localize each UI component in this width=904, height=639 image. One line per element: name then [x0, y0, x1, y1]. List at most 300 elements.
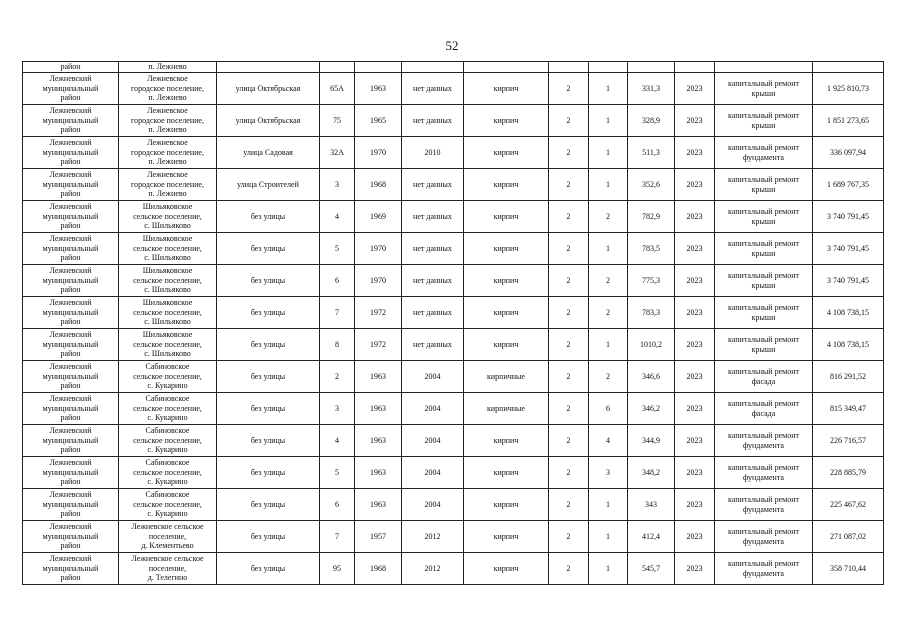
- cell-text: 2004: [424, 499, 441, 509]
- cell-plan-year: [675, 265, 715, 297]
- cell-work-type: [715, 329, 813, 361]
- cell-text: фасада: [751, 408, 776, 418]
- cell-year-repair: [402, 105, 464, 137]
- cell-text: без улицы: [250, 211, 286, 221]
- cell-text: 65А: [330, 83, 344, 93]
- cell-text: район: [60, 573, 81, 583]
- cell-text: 1963: [370, 403, 386, 413]
- cell-text: 2: [606, 211, 610, 221]
- cell-text: Лежневское сельское: [131, 521, 204, 531]
- cell-text: крыши: [751, 88, 776, 98]
- cell-house-number: [320, 73, 355, 105]
- cell-text: фундамента: [743, 440, 784, 450]
- cell-house-number: [320, 169, 355, 201]
- cell-text: нет данных: [413, 211, 452, 221]
- cell-district: [23, 329, 119, 361]
- cell-text: 783,5: [642, 243, 660, 253]
- cell-plan-year: [675, 553, 715, 585]
- cell-text: 1957: [370, 531, 386, 541]
- cell-text: Шильяковское: [142, 233, 193, 243]
- cell-text: 1: [606, 243, 610, 253]
- cell-text: 1963: [370, 499, 386, 509]
- cell-text: с. Кукарино: [147, 477, 188, 487]
- cell-text: 1: [606, 563, 610, 573]
- cell-year-repair: [402, 361, 464, 393]
- cell-text: Лежневский: [49, 521, 92, 531]
- cell-text: капитальный ремонт: [728, 110, 799, 120]
- cell-entrances: [589, 553, 628, 585]
- cell-text: 1: [606, 83, 610, 93]
- cell-text: крыши: [751, 312, 776, 322]
- cell-text: улица Строителей: [237, 179, 299, 189]
- cell-settlement: [119, 105, 217, 137]
- cell-text: 4: [335, 211, 339, 221]
- cell-work-type: [715, 105, 813, 137]
- cell-floors: [549, 73, 589, 105]
- cell-text: 226 716,57: [830, 435, 866, 445]
- cell-text: городское поселение,: [131, 83, 204, 93]
- cell-text: 6: [335, 275, 339, 285]
- cell-district: район: [23, 62, 119, 73]
- cell-text: 2023: [686, 563, 703, 573]
- cell-plan-year: [675, 425, 715, 457]
- cell-area: [628, 457, 675, 489]
- cell-area: [628, 233, 675, 265]
- cell-text: 1968: [370, 563, 386, 573]
- cell-text: без улицы: [250, 275, 286, 285]
- cell-text: кирпич: [493, 339, 519, 349]
- cell-text: 2004: [424, 435, 441, 445]
- cell-entrances: [589, 521, 628, 553]
- cell-text: сельское поселение,: [133, 403, 202, 413]
- cell-text: без улицы: [250, 243, 286, 253]
- cell-work-type: [715, 297, 813, 329]
- cell-cost: [813, 393, 884, 425]
- cell-text: сельское поселение,: [133, 435, 202, 445]
- cell-text: нет данных: [413, 339, 452, 349]
- cell-text: без улицы: [250, 435, 286, 445]
- cell-text: муниципальный: [42, 531, 99, 541]
- cell-text: 3 740 791,45: [827, 243, 869, 253]
- cell-text: 331,3: [642, 83, 660, 93]
- cell-text: 346,6: [642, 371, 660, 381]
- page-number: 52: [445, 38, 459, 53]
- cell-text: п. Лежнево: [148, 157, 187, 167]
- cell-text: 2023: [686, 211, 703, 221]
- cell-text: 3: [606, 467, 610, 477]
- cell-work-type: [715, 265, 813, 297]
- cell-floors: [549, 329, 589, 361]
- cell-house-number: [320, 265, 355, 297]
- cell-year-repair: [402, 521, 464, 553]
- cell-text: капитальный ремонт: [728, 206, 799, 216]
- cell-area: [628, 489, 675, 521]
- cell-text: с. Шильяково: [144, 253, 191, 263]
- cell-text: 1: [606, 115, 610, 125]
- cell-entrances: [589, 361, 628, 393]
- cell-text: фундамента: [743, 536, 784, 546]
- cell-text: 1963: [370, 83, 386, 93]
- cell-text: район: [60, 413, 81, 423]
- cell-work-type: [715, 489, 813, 521]
- cell-district: [23, 201, 119, 233]
- cell-street: [217, 105, 320, 137]
- cell-text: крыши: [751, 248, 776, 258]
- cell-plan-year: [675, 73, 715, 105]
- cell-house-number: [320, 201, 355, 233]
- cell-district: [23, 73, 119, 105]
- cell-entrances: [589, 393, 628, 425]
- cell-district: [23, 393, 119, 425]
- cell-text: сельское поселение,: [133, 211, 202, 221]
- cell-district: [23, 297, 119, 329]
- cell-text: 2: [566, 275, 571, 285]
- cell-year-built: [355, 457, 402, 489]
- cell-text: 6: [335, 499, 339, 509]
- cell-text: с. Кукарино: [147, 413, 188, 423]
- cell-settlement: [119, 265, 217, 297]
- cell-cost: [813, 457, 884, 489]
- cell-text: муниципальный: [42, 499, 99, 509]
- cell-settlement: [119, 233, 217, 265]
- cell-year-built: [355, 553, 402, 585]
- cell-text: 352,6: [642, 179, 660, 189]
- cell-entrances: [589, 233, 628, 265]
- cell-text: Лежневский: [49, 361, 92, 371]
- cell-street: [217, 425, 320, 457]
- cell-wall-material: [464, 521, 549, 553]
- cell-text: 1 851 273,65: [827, 115, 869, 125]
- cell-text: поселение,: [148, 531, 187, 541]
- cell-text: 228 885,79: [830, 467, 866, 477]
- cell-area: [628, 425, 675, 457]
- cell-text: с. Кукарино: [147, 445, 188, 455]
- cell-text: Лежневский: [49, 169, 92, 179]
- cell-work-type: [715, 425, 813, 457]
- cell-text: 75: [333, 115, 341, 125]
- cell-text: кирпич: [493, 179, 519, 189]
- cell-house-number: [320, 329, 355, 361]
- cell-work-type: [715, 361, 813, 393]
- cell-text: Лежневский: [49, 137, 92, 147]
- cell-house-number: [320, 457, 355, 489]
- cell-area: [628, 201, 675, 233]
- cell-entrances: [589, 457, 628, 489]
- table-row: [23, 73, 884, 105]
- cell-text: п. Лежнево: [148, 189, 187, 199]
- cell-text: нет данных: [413, 83, 452, 93]
- cell-text: капитальный ремонт: [728, 334, 799, 344]
- cell-text: 1969: [370, 211, 386, 221]
- cell-text: 4 108 738,15: [827, 307, 869, 317]
- cell-text: крыши: [751, 216, 776, 226]
- cell-year-repair: [402, 265, 464, 297]
- cell-text: фундамента: [743, 504, 784, 514]
- cell-text: район: [60, 477, 81, 487]
- cell-text: 2: [566, 307, 571, 317]
- cell-entrances: [589, 329, 628, 361]
- cell-wall-material: [464, 297, 549, 329]
- cell-text: Лежневский: [49, 297, 92, 307]
- cell-text: муниципальный: [42, 211, 99, 221]
- cell-text: 2: [566, 115, 571, 125]
- cell-text: 8: [335, 339, 339, 349]
- cell-text: муниципальный: [42, 307, 99, 317]
- cell-text: Лежневское: [147, 105, 188, 115]
- cell-year-built: [355, 137, 402, 169]
- cell-wall-material: [464, 457, 549, 489]
- cell-work-type: [715, 393, 813, 425]
- cell-floors: [549, 457, 589, 489]
- cell-year-built: [355, 265, 402, 297]
- cell-year-built: [355, 489, 402, 521]
- cell-district: [23, 521, 119, 553]
- table-row: [23, 553, 884, 585]
- cell-floors: [549, 489, 589, 521]
- cell-text: 2: [566, 339, 571, 349]
- cell-text: сельское поселение,: [133, 307, 202, 317]
- cell-text: 225 467,62: [830, 499, 866, 509]
- cell-text: 511,3: [642, 147, 660, 157]
- cell-text: с. Шильяково: [144, 221, 191, 231]
- cell-entrances: [589, 297, 628, 329]
- cell-text: Лежневское: [147, 169, 188, 179]
- cell-settlement: [119, 297, 217, 329]
- cell-text: Лежневский: [49, 329, 92, 339]
- cell-text: 3 740 791,45: [827, 211, 869, 221]
- cell-text: муниципальный: [42, 403, 99, 413]
- cell-text: район: [60, 509, 81, 519]
- cell-settlement: [119, 393, 217, 425]
- cell-year-built: [355, 361, 402, 393]
- cell-text: Лежневское сельское: [131, 553, 204, 563]
- cell-text: 2: [566, 403, 571, 413]
- cell-text: с. Шильяково: [144, 285, 191, 295]
- cell-work-type: [715, 169, 813, 201]
- cell-text: 2004: [424, 403, 441, 413]
- cell-text: улица Октябрьская: [235, 115, 301, 125]
- cell-wall-material: [464, 73, 549, 105]
- cell-floors: [549, 233, 589, 265]
- cell-text: Лежневское: [147, 73, 188, 83]
- cell-district: [23, 137, 119, 169]
- cell-street: [217, 265, 320, 297]
- cell-area: [628, 73, 675, 105]
- cell-district: [23, 361, 119, 393]
- cell-text: кирпич: [493, 563, 519, 573]
- cell-text: улица Октябрьская: [235, 83, 301, 93]
- cell-settlement: [119, 73, 217, 105]
- cell-text: кирпич: [493, 147, 519, 157]
- cell-text: сельское поселение,: [133, 499, 202, 509]
- cell-text: городское поселение,: [131, 179, 204, 189]
- cell-settlement: п. Лежнево: [119, 62, 217, 73]
- cell-district: [23, 233, 119, 265]
- cell-plan-year: [675, 457, 715, 489]
- cell-text: капитальный ремонт: [728, 174, 799, 184]
- cell-text: муниципальный: [42, 467, 99, 477]
- cell-street: [217, 297, 320, 329]
- cell-text: капитальный ремонт: [728, 270, 799, 280]
- cell-text: муниципальный: [42, 179, 99, 189]
- cell-year-repair: [402, 329, 464, 361]
- cell-text: капитальный ремонт: [728, 398, 799, 408]
- cell-plan-year: [675, 201, 715, 233]
- cell-year-built: [355, 329, 402, 361]
- cell-settlement: [119, 489, 217, 521]
- cell-text: 32А: [330, 147, 344, 157]
- cell-text: 2: [566, 435, 571, 445]
- cell-text: муниципальный: [42, 115, 99, 125]
- cell-text: с. Шильяково: [144, 349, 191, 359]
- cell-wall-material: [464, 233, 549, 265]
- cell-text: капитальный ремонт: [728, 366, 799, 376]
- cell-text: муниципальный: [42, 83, 99, 93]
- cell-district: [23, 553, 119, 585]
- table-row: [23, 201, 884, 233]
- cell-settlement: [119, 201, 217, 233]
- cell-cost: [813, 265, 884, 297]
- cell-work-type: [715, 137, 813, 169]
- cell-year-built: [355, 425, 402, 457]
- cell-text: 2023: [686, 83, 703, 93]
- cell-floors: [549, 393, 589, 425]
- cell-text: район: [60, 157, 81, 167]
- table-row: [23, 521, 884, 553]
- cell-text: Лежневский: [49, 265, 92, 275]
- cell-text: 328,9: [642, 115, 660, 125]
- cell-text: Лежневский: [49, 489, 92, 499]
- cell-settlement: [119, 521, 217, 553]
- cell-year-repair: [402, 457, 464, 489]
- cell-text: сельское поселение,: [133, 371, 202, 381]
- cell-settlement: [119, 329, 217, 361]
- cell-text: 2023: [686, 531, 703, 541]
- cell-area: [628, 297, 675, 329]
- cell-text: муниципальный: [42, 339, 99, 349]
- cell-cost: [813, 297, 884, 329]
- table-row: [23, 137, 884, 169]
- cell-text: 2023: [686, 307, 703, 317]
- cell-text: Лежневский: [49, 457, 92, 467]
- cell-text: 2: [566, 531, 571, 541]
- cell-work-type: [715, 73, 813, 105]
- cell-year-repair: [402, 169, 464, 201]
- cell-text: 2: [606, 307, 610, 317]
- cell-text: 2012: [424, 563, 441, 573]
- cell-floors: [549, 361, 589, 393]
- cell-text: 1: [606, 339, 610, 349]
- cell-cost: [813, 553, 884, 585]
- cell-year-repair: [402, 489, 464, 521]
- cell-text: муниципальный: [42, 275, 99, 285]
- cell-text: Лежневский: [49, 73, 92, 83]
- table-row: [23, 233, 884, 265]
- cell-street: [217, 393, 320, 425]
- cell-house-number: [320, 553, 355, 585]
- table-row: [23, 457, 884, 489]
- cell-text: 1 925 810,73: [827, 83, 869, 93]
- cell-street: [217, 329, 320, 361]
- cell-text: кирпичные: [487, 371, 525, 381]
- cell-year-repair: [402, 201, 464, 233]
- cell-text: Сабиновское: [145, 393, 190, 403]
- cell-text: кирпич: [493, 115, 519, 125]
- cell-settlement: [119, 457, 217, 489]
- cell-text: 2: [566, 563, 571, 573]
- cell-entrances: [589, 489, 628, 521]
- cell-plan-year: [675, 393, 715, 425]
- cell-text: Лежневский: [49, 553, 92, 563]
- cell-text: 2: [566, 83, 571, 93]
- cell-text: 2: [566, 211, 571, 221]
- cell-text: 2010: [424, 147, 441, 157]
- cell-text: район: [60, 253, 81, 263]
- cell-text: 1965: [370, 115, 386, 125]
- cell-text: капитальный ремонт: [728, 78, 799, 88]
- cell-wall-material: [464, 201, 549, 233]
- cell-text: муниципальный: [42, 563, 99, 573]
- cell-text: 2: [566, 499, 571, 509]
- cell-text: 1010,2: [640, 339, 662, 349]
- cell-plan-year: [675, 521, 715, 553]
- cell-house-number: [320, 233, 355, 265]
- cell-text: 271 087,02: [830, 531, 866, 541]
- cell-wall-material: [464, 169, 549, 201]
- cell-house-number: [320, 361, 355, 393]
- cell-text: 2023: [686, 115, 703, 125]
- cell-text: 6: [606, 403, 610, 413]
- cell-text: 2023: [686, 243, 703, 253]
- cell-cost: [813, 329, 884, 361]
- cell-cost: [813, 233, 884, 265]
- cell-text: без улицы: [250, 307, 286, 317]
- cell-text: 545,7: [642, 563, 660, 573]
- cell-text: кирпич: [493, 467, 519, 477]
- cell-entrances: [589, 137, 628, 169]
- cell-text: 1: [606, 147, 610, 157]
- cell-text: 7: [335, 531, 339, 541]
- cell-work-type: [715, 233, 813, 265]
- cell-text: крыши: [751, 280, 776, 290]
- cell-cost: [813, 137, 884, 169]
- cell-text: 95: [333, 563, 341, 573]
- cell-entrances: [589, 425, 628, 457]
- cell-text: 2004: [424, 467, 441, 477]
- cell-text: Сабиновское: [145, 425, 190, 435]
- cell-settlement: [119, 169, 217, 201]
- cell-settlement: [119, 137, 217, 169]
- cell-text: без улицы: [250, 339, 286, 349]
- cell-text: сельское поселение,: [133, 275, 202, 285]
- cell-text: кирпич: [493, 435, 519, 445]
- cell-text: район: [60, 349, 81, 359]
- table-row: [23, 393, 884, 425]
- cell-work-type: [715, 201, 813, 233]
- cell-text: 2: [566, 371, 571, 381]
- cell-street: [217, 233, 320, 265]
- cell-floors: [549, 105, 589, 137]
- cell-text: нет данных: [413, 179, 452, 189]
- cell-text: район: [60, 189, 81, 199]
- cell-text: Лежневский: [49, 201, 92, 211]
- cell-wall-material: [464, 425, 549, 457]
- table-row: [23, 361, 884, 393]
- cell-text: Шильяковское: [142, 297, 193, 307]
- cell-text: Сабиновское: [145, 457, 190, 467]
- cell-settlement: [119, 553, 217, 585]
- cell-text: Лежневский: [49, 233, 92, 243]
